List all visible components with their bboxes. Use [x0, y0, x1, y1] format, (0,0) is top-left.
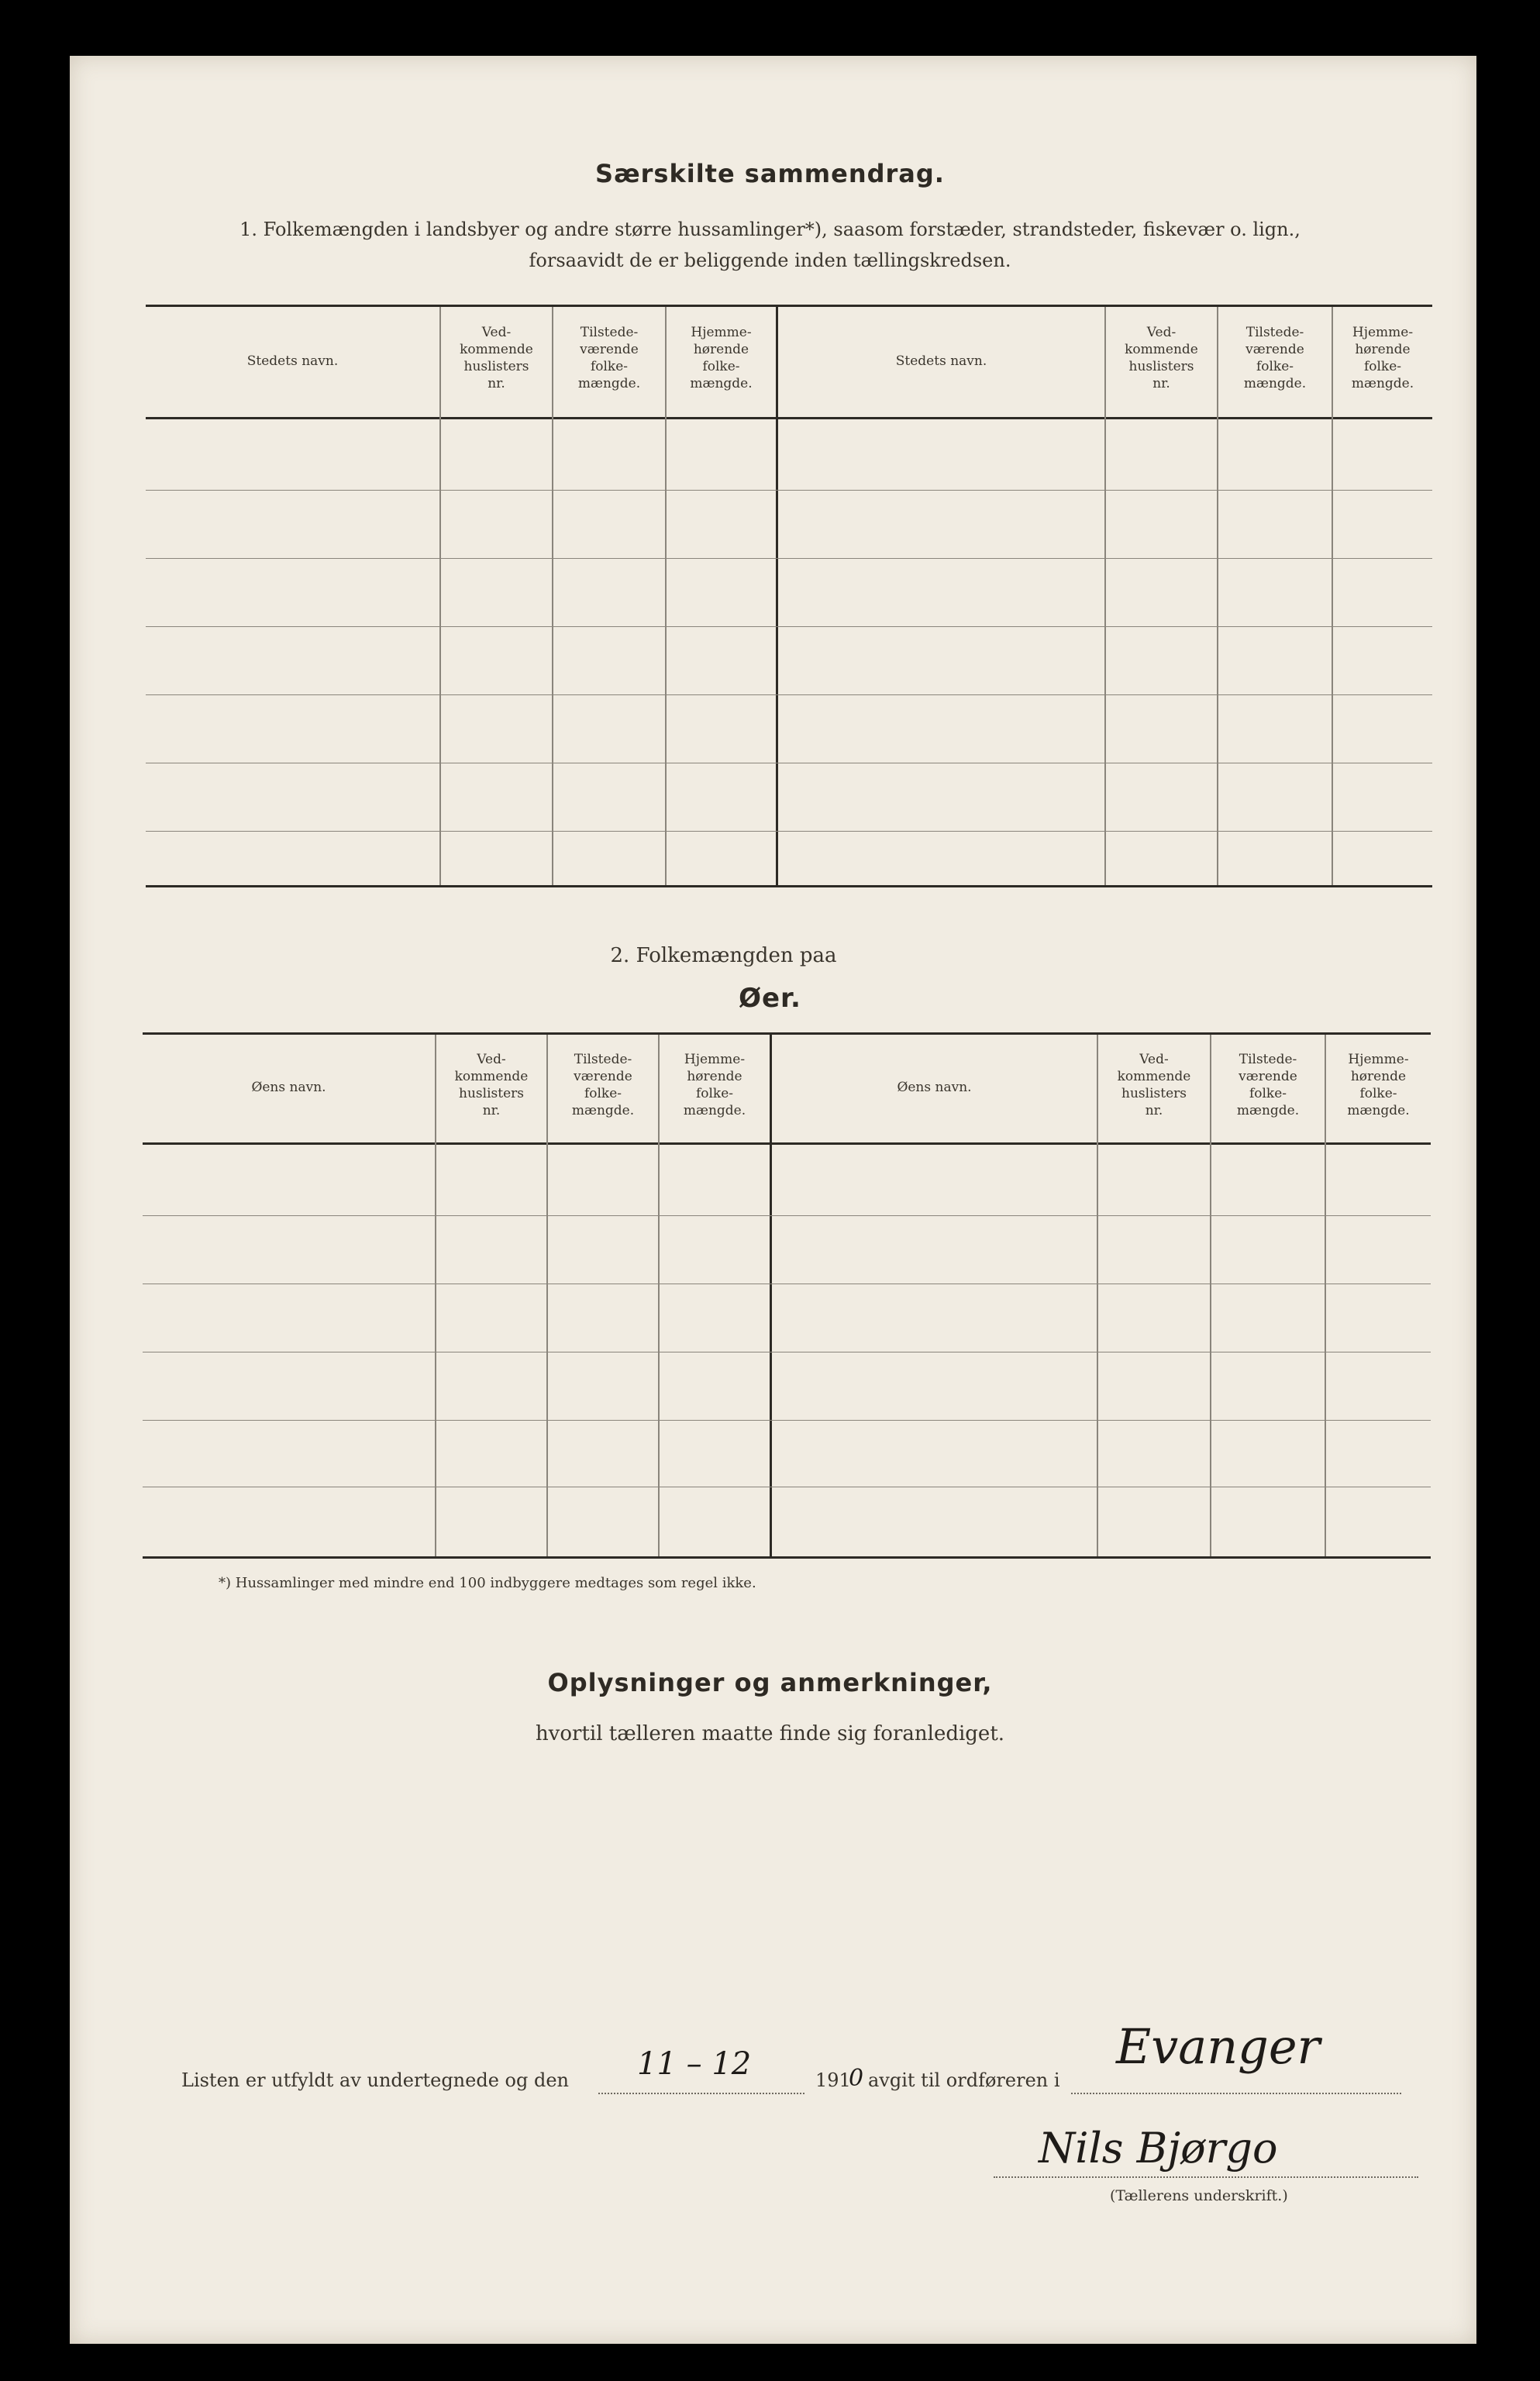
footnote: *) Hussamlinger med mindre end 100 indbyggere medtages som regel ikke.: [219, 1575, 756, 1591]
table2-header-nr-left: Ved- kommende huslisters nr.: [454, 1052, 529, 1118]
remarks-subtitle: hvortil tælleren maatte finde sig foranlediget.: [535, 1722, 1005, 1745]
signature-caption: (Tællerens underskrift.): [1110, 2187, 1288, 2204]
table1-header-resident-right: Hjemme- hørende folke- mængde.: [1351, 325, 1414, 391]
handwritten-year: 0: [849, 2065, 864, 2092]
handwritten-place: Evanger: [1116, 2018, 1321, 2075]
table1-header-nr-right: Ved- kommende huslisters nr.: [1125, 325, 1198, 391]
table2-header-nr-right: Ved- kommende huslisters nr.: [1117, 1052, 1191, 1118]
year-prefix: 191: [815, 2069, 851, 2091]
table2-header-name-left: Øens navn.: [251, 1080, 326, 1095]
table1-header-present-left: Tilstede- værende folke- mængde.: [577, 325, 641, 391]
table1-header-name-right: Stedets navn.: [895, 353, 987, 369]
document-page: [70, 56, 1476, 2344]
table2-header-present-left: Tilstede- værende folke- mængde.: [571, 1052, 635, 1118]
table2-header-resident-left: Hjemme- hørende folke- mængde.: [683, 1052, 746, 1118]
handwritten-signature: Nils Bjørgo: [1039, 2124, 1278, 2173]
section2-line1: 2. Folkemængden paa: [610, 944, 837, 967]
table1-header-name-left: Stedets navn.: [246, 353, 339, 369]
table2-header-name-right: Øens navn.: [897, 1080, 972, 1095]
signature-text-date: Listen er utfyldt av undertegnede og den: [181, 2069, 570, 2091]
remarks-title: Oplysninger og anmerkninger,: [547, 1668, 993, 1697]
handwritten-date: 11 – 12: [637, 2046, 752, 2082]
section2-heading: Øer.: [739, 983, 801, 1014]
table2-header-present-right: Tilstede- værende folke- mængde.: [1236, 1052, 1300, 1118]
table1-header-resident-left: Hjemme- hørende folke- mængde.: [690, 325, 753, 391]
table1-header-nr-left: Ved- kommende huslisters nr.: [460, 325, 533, 391]
section1-line2: forsaavidt de er beliggende inden tællingskredsen.: [529, 250, 1011, 271]
section1-line1: 1. Folkemængden i landsbyer og andre større hussamlinger*), saasom forstæder, strandsteder, fiskevær o. lign.,: [239, 219, 1301, 240]
section-title: Særskilte sammendrag.: [595, 159, 945, 188]
table1-header-present-right: Tilstede- værende folke- mængde.: [1243, 325, 1307, 391]
table2-header-resident-right: Hjemme- hørende folke- mængde.: [1347, 1052, 1410, 1118]
signature-text-place: avgit til ordføreren i: [868, 2069, 1060, 2091]
